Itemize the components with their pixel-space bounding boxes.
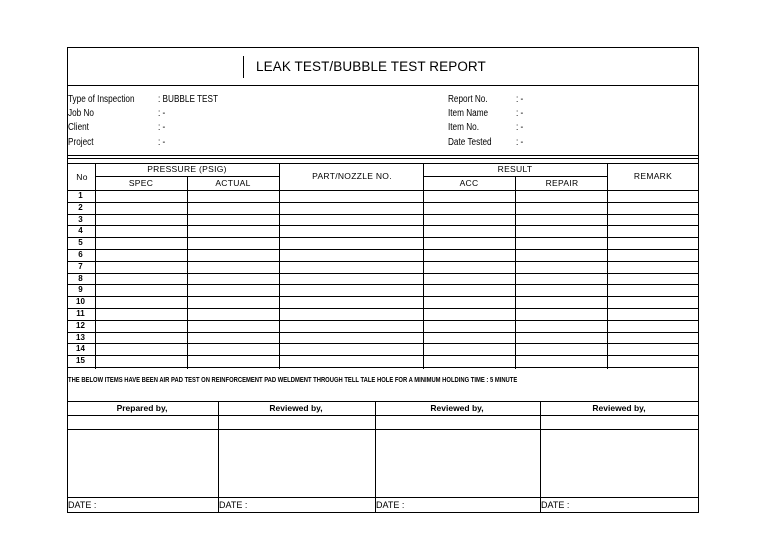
table-rule bbox=[67, 261, 699, 262]
col-divider-actual bbox=[279, 163, 280, 369]
test-note: THE BELOW ITEMS HAVE BEEN AIR PAD TEST ON REINFORCEMENT PAD WELDMENT THROUGH TELL TALE HOLE FOR A MINIMUM HOLDING TIME : 5 MINUTE bbox=[68, 375, 518, 384]
row-number: 13 bbox=[76, 333, 85, 342]
table-rule bbox=[67, 343, 699, 344]
table-rule bbox=[67, 237, 699, 238]
signature-date-rule bbox=[67, 497, 699, 498]
row-number: 7 bbox=[78, 262, 83, 271]
col-divider-no bbox=[95, 163, 96, 369]
col-part-header: PART/NOZZLE NO. bbox=[312, 171, 392, 181]
result-header: RESULT bbox=[497, 164, 533, 174]
client-value: : - bbox=[158, 122, 166, 133]
date-label-4: DATE : bbox=[541, 500, 570, 510]
row-number: 2 bbox=[78, 203, 83, 212]
table-rule bbox=[67, 332, 699, 333]
reviewed-by-label-2: Reviewed by, bbox=[430, 403, 484, 413]
row-number: 15 bbox=[76, 356, 85, 365]
row-number: 6 bbox=[78, 250, 83, 259]
signature-divider-3 bbox=[540, 401, 541, 513]
col-no-header: No bbox=[76, 172, 88, 182]
client-label: Client bbox=[68, 122, 89, 133]
signature-label-rule bbox=[67, 415, 699, 416]
table-rule bbox=[67, 202, 699, 203]
date-tested-label: Date Tested bbox=[448, 137, 492, 148]
row-number: 9 bbox=[78, 285, 83, 294]
report-no-value: : - bbox=[516, 94, 524, 105]
signature-divider-2 bbox=[375, 401, 376, 513]
col-divider-acc bbox=[515, 176, 516, 369]
report-no-label: Report No. bbox=[448, 94, 488, 105]
inspection-type-label: Type of Inspection bbox=[68, 94, 135, 105]
reviewed-by-label-1: Reviewed by, bbox=[269, 403, 323, 413]
signature-body-rule bbox=[67, 429, 699, 430]
col-divider-part bbox=[423, 163, 424, 369]
table-rule bbox=[67, 190, 699, 191]
table-rule bbox=[67, 225, 699, 226]
table-rule bbox=[67, 273, 699, 274]
title-divider bbox=[243, 56, 244, 78]
signature-top-rule bbox=[67, 401, 699, 402]
table-rule bbox=[67, 163, 699, 164]
date-label-3: DATE : bbox=[376, 500, 405, 510]
table-rule bbox=[67, 296, 699, 297]
table-rule bbox=[67, 214, 699, 215]
row-number: 8 bbox=[78, 274, 83, 283]
info-bottom-rule bbox=[67, 155, 699, 156]
job-no-value: : - bbox=[158, 108, 166, 119]
row-number: 14 bbox=[76, 344, 85, 353]
row-number: 10 bbox=[76, 297, 85, 306]
row-number: 12 bbox=[76, 321, 85, 330]
table-rule bbox=[67, 355, 699, 356]
signature-divider-1 bbox=[218, 401, 219, 513]
inspection-type-value: : BUBBLE TEST bbox=[158, 94, 219, 105]
date-label-1: DATE : bbox=[68, 500, 97, 510]
table-rule bbox=[67, 284, 699, 285]
job-no-label: Job No bbox=[68, 108, 94, 119]
prepared-by-label: Prepared by, bbox=[116, 403, 168, 413]
report-title: LEAK TEST/BUBBLE TEST REPORT bbox=[256, 59, 486, 74]
row-number: 1 bbox=[78, 191, 83, 200]
table-rule bbox=[67, 249, 699, 250]
title-bottom-rule bbox=[67, 85, 699, 86]
reviewed-by-label-3: Reviewed by, bbox=[592, 403, 646, 413]
info-bottom-rule-2 bbox=[67, 158, 699, 159]
row-number: 11 bbox=[76, 309, 85, 318]
project-label: Project bbox=[68, 137, 94, 148]
col-actual-header: ACTUAL bbox=[215, 178, 251, 188]
row-number: 5 bbox=[78, 238, 83, 247]
item-name-label: Item Name bbox=[448, 108, 489, 119]
col-repair-header: REPAIR bbox=[545, 178, 579, 188]
row-number: 4 bbox=[78, 226, 83, 235]
col-divider-spec bbox=[187, 176, 188, 369]
item-no-label: Item No. bbox=[448, 122, 479, 133]
row-number: 3 bbox=[78, 215, 83, 224]
col-spec-header: SPEC bbox=[128, 178, 154, 188]
table-rule bbox=[67, 367, 699, 368]
date-tested-value: : - bbox=[516, 137, 524, 148]
pressure-header: PRESSURE (PSIG) bbox=[147, 164, 227, 174]
table-rule bbox=[67, 308, 699, 309]
col-divider-repair bbox=[607, 163, 608, 369]
table-rule bbox=[67, 320, 699, 321]
col-acc-header: ACC bbox=[459, 178, 479, 188]
project-value: : - bbox=[158, 137, 166, 148]
item-no-value: : - bbox=[516, 122, 524, 133]
col-remark-header: REMARK bbox=[633, 171, 673, 181]
item-name-value: : - bbox=[516, 108, 524, 119]
date-label-2: DATE : bbox=[219, 500, 248, 510]
